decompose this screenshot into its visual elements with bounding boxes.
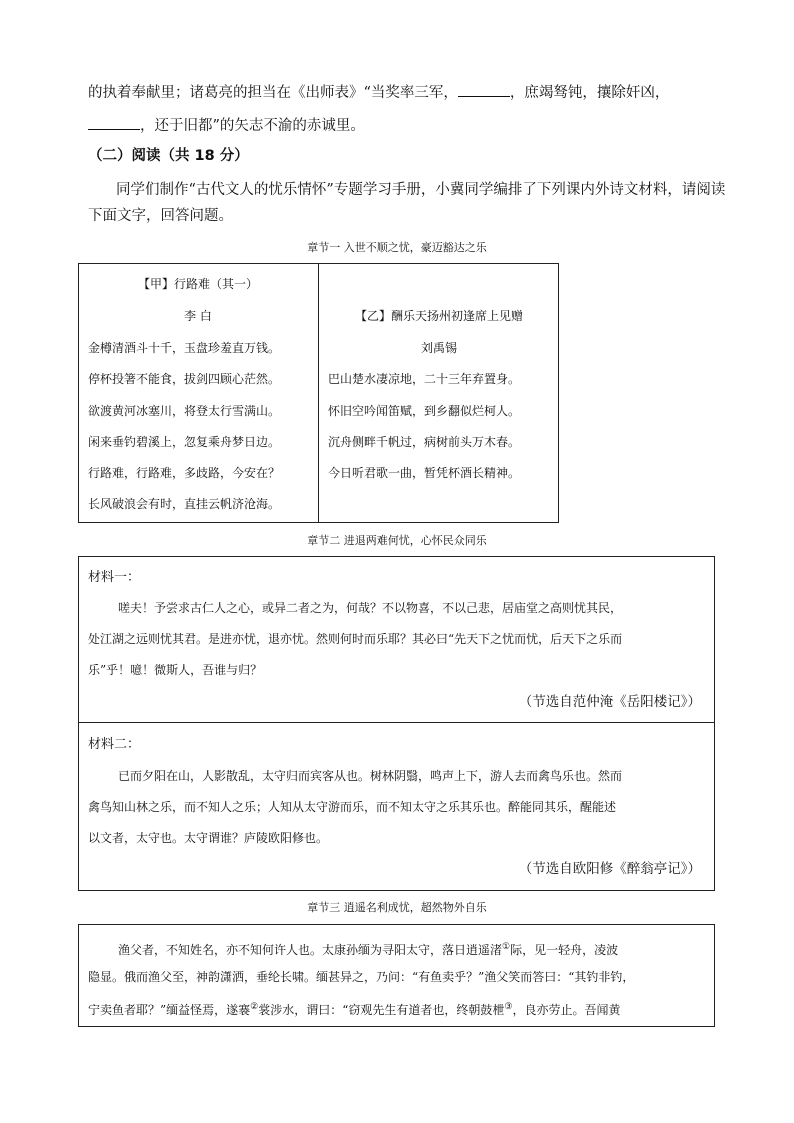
poem-a-line: 欲渡黄河冰塞川，将登太行雪满山。: [88, 404, 281, 418]
section-para-line-1: 同学们制作“古代文人的忧乐情怀”专题学习手册，小冀同学编排了下列课内外诗文材料，请阅读: [116, 182, 726, 198]
intro-line-1: [88, 82, 669, 103]
footnote-marker[interactable]: ②: [250, 1002, 259, 1012]
chapter3-line-2: 隐显。俄而渔父至，神韵潇洒，垂纶长啸。缅甚异之，乃问：“有鱼卖乎？”渔父笑而答曰：“其钓非钓，: [88, 970, 635, 984]
poem-b-line: 巴山楚水凄凉地，二十三年弃置身。: [328, 372, 521, 386]
material2-line: 已而夕阳在山，人影散乱，太守归而宾客从也。树林阴翳，鸣声上下，游人去而禽鸟乐也。然而: [118, 769, 623, 783]
material1-line: 处江湖之远则忧其君。是进亦忧，退亦忧。然则何时而乐耶？其必曰“先天下之忧而忧，后天下之乐而: [88, 632, 623, 646]
chapter3-text: ，良亦劳止。吾闻黄: [512, 1003, 621, 1017]
table-divider: [318, 263, 319, 523]
material2-line: 以文者，太守也。太守谓谁？庐陵欧阳修也。: [88, 831, 329, 845]
poem-a-line: 金樽清酒斗十千，玉盘珍羞直万钱。: [88, 341, 281, 355]
chapter2-title: 章节二 进退两难何忧，心怀民众同乐: [307, 534, 487, 547]
poem-a-title: 【甲】行路难（其一）: [137, 277, 258, 291]
poem-a-author: 李 白: [184, 309, 212, 323]
section-heading: （二）阅读（共 18 分）: [88, 148, 249, 164]
material2-line: 禽鸟知山林之乐，而不知人之乐；人知从太守游而乐，而不知太守之乐其乐也。醉能同其乐，醒能述: [88, 800, 617, 814]
poem-b-line: 沉舟侧畔千帆过，病树前头万木春。: [328, 435, 521, 449]
fill-blank-1[interactable]: [458, 82, 510, 97]
chapter3-title: 章节三 逍遥名利成忧，超然物外自乐: [307, 901, 487, 914]
chapter1-title: 章节一 入世不顺之忧，豪迈豁达之乐: [307, 241, 487, 254]
chapter3-line-1: [118, 939, 618, 958]
poem-b-title: 【乙】酬乐天扬州初逢席上见赠: [354, 309, 523, 323]
footnote-marker[interactable]: ①: [502, 942, 511, 952]
footnote-marker[interactable]: ③: [504, 1002, 513, 1012]
chapter3-text: 际，见一轻舟，凌波: [510, 943, 619, 957]
poem-a-line: 长风破浪会有时，直挂云帆济沧海。: [88, 497, 281, 511]
chapter3-line-3: [88, 999, 620, 1018]
section-para-line-2: 下面文字，回答问题。: [88, 208, 233, 224]
fill-blank-2[interactable]: [88, 115, 140, 130]
chapter3-text: 宁卖鱼者耶？”缅益怪焉，遂褰: [88, 1003, 251, 1017]
materials-divider: [78, 722, 715, 723]
intro-text: 的执着奉献里；诸葛亮的担当在《出师表》“当奖率三军，: [88, 85, 458, 101]
chapter3-text: 裳涉水，谓曰：“窃观先生有道者也，终朝鼓枻: [258, 1003, 505, 1017]
poem-b-author: 刘禹锡: [420, 341, 457, 355]
poem-a-line: 停杯投箸不能食，拔剑四顾心茫然。: [88, 372, 281, 386]
poem-b-line: 怀旧空吟闻笛赋，到乡翻似烂柯人。: [328, 404, 521, 418]
material1-line: 乐”乎！噫！微斯人，吾谁与归？: [88, 663, 263, 677]
poem-a-line: 行路难，行路难，多歧路，今安在？: [88, 466, 281, 480]
intro-text: ，还于旧都”的矢志不渝的赤诚里。: [140, 118, 365, 134]
material2-label: 材料二：: [88, 737, 141, 752]
intro-line-2: [88, 115, 365, 136]
poem-b-line: 今日听君歌一曲，暂凭杯酒长精神。: [328, 466, 521, 480]
material1-line: 嗟夫！予尝求古仁人之心，或异二者之为，何哉？不以物喜，不以己悲，居庙堂之高则忧其民，: [118, 601, 623, 615]
material1-label: 材料一：: [88, 570, 141, 585]
chapter3-text: 渔父者，不知姓名，亦不知何许人也。太康孙缅为寻阳太守，落日逍遥渚: [118, 943, 503, 957]
material1-source: （节选自范仲淹《岳阳楼记》）: [518, 694, 701, 710]
poem-a-line: 闲来垂钓碧溪上，忽复乘舟梦日边。: [88, 435, 281, 449]
material2-source: （节选自欧阳修《醉翁亭记》）: [518, 861, 701, 877]
intro-text: ，庶竭驽钝，攘除奸凶，: [509, 85, 670, 101]
